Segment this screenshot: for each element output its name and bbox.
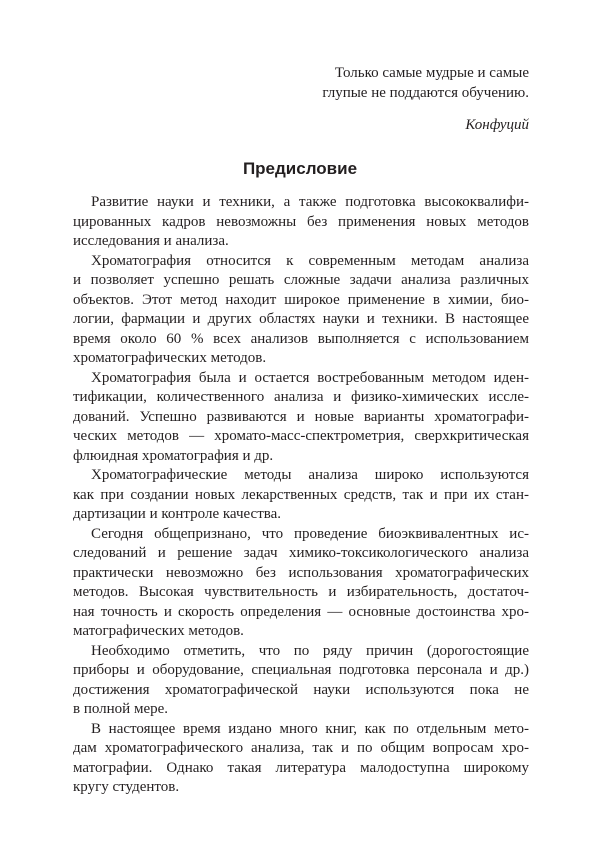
text-line: следований и решение задач химико-токсикологического анализа [73,545,529,561]
text-line: Сегодня общепризнано, что проведение биоэквивалентных ис- [91,525,529,542]
text-line: достижения хроматографической науки используются пока не [73,681,529,698]
paragraph [73,369,529,467]
text-line: Развитие науки и техники, а также подготовка высококвалифи- [91,194,529,210]
text-line: цированных кадров невозможны без применения новых методов [73,213,529,230]
paragraph [73,466,529,525]
text-line: методов. Высокая чувствительность и избирательность, достаточ- [73,584,529,600]
epigraph-line: глупые не поддаются обучению. [322,85,529,101]
text-line: Хроматография была и остается востребованным методом иден- [91,369,529,386]
epigraph-line: Только самые мудрые и самые [334,65,529,81]
paragraph [73,252,529,369]
paragraph [73,642,529,720]
paragraph [73,720,529,798]
text-line: дам хроматографического анализа, так и по общим вопросам хро- [73,740,529,756]
paragraph [73,525,529,642]
text-line: исследования и анализа. [73,233,229,249]
text-line: Необходимо отметить, что по ряду причин (дорогостоящие [91,642,529,659]
text-line: как при создании новых лекарственных средств, так и при их стан- [73,486,529,503]
text-line: и позволяет успешно решать сложные задачи анализа различных [73,272,529,288]
text-line: Хроматографические методы анализа широко используются [91,467,529,483]
text-line: В настоящее время издано много книг, как по отдельным мето- [91,720,529,737]
text-line: дований. Успешно развиваются и новые варианты хроматографи- [73,408,529,425]
text-line: в полной мере. [73,701,169,717]
text-line: хроматографических методов. [73,350,267,366]
text-line: практически невозможно без использования хроматографических [73,564,529,581]
text-line: матографии. Однако такая литература малодоступна широкому [73,759,529,776]
text-line: Хроматография относится к современным методам анализа [91,252,529,269]
text-line: объектов. Этот метод находит широкое применение в химии, био- [73,291,529,308]
text-line: ная точность и скорость определения — основные достоинства хро- [73,603,529,620]
text-line: матографических методов. [73,623,244,639]
text-line: тификации, количественного анализа и физико-химических иссле- [73,389,529,405]
text-line: ческих методов — хромато-масс-спектрометрия, сверхкритическая [73,428,529,444]
epigraph-author: Конфуций [465,117,529,133]
text-line: логии, фармации и других областях науки и техники. В настоящее [73,311,529,327]
preface-body [73,193,529,798]
text-line: приборы и оборудование, специальная подготовка персонала и др.) [73,662,529,678]
text-line: дартизации и контроле качества. [73,506,282,522]
paragraph [73,193,529,252]
text-line: время около 60 % всех анализов выполняется с использованием [73,330,529,347]
text-line: флюидная хроматография и др. [73,447,274,464]
epigraph [269,63,529,135]
text-line: кругу студентов. [73,779,180,795]
page-title: Предисловие [242,159,358,178]
